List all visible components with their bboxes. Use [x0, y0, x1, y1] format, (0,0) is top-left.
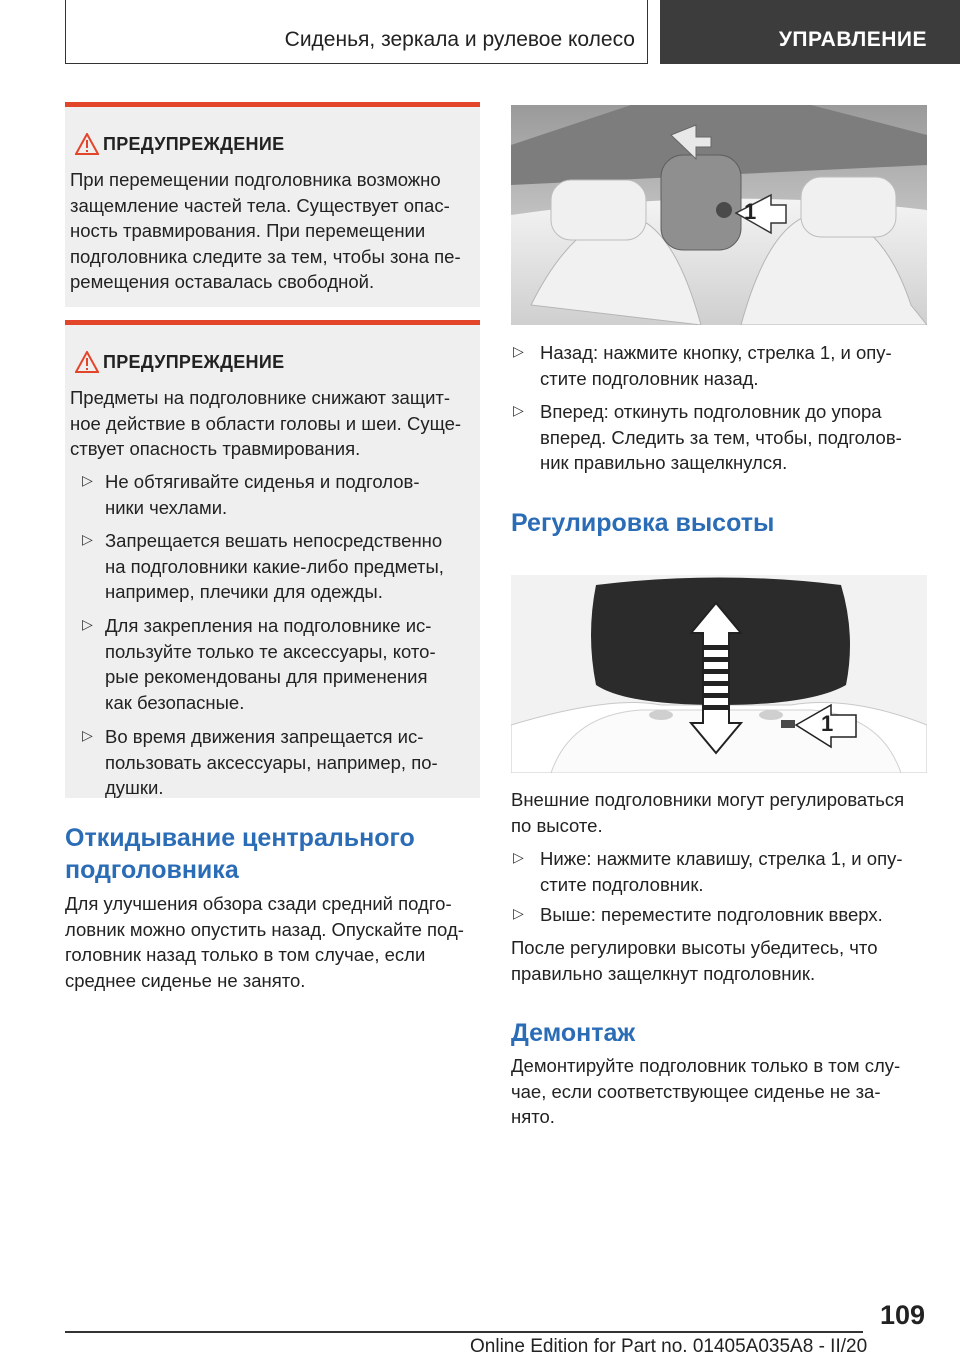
bullet-icon: ▷	[513, 402, 524, 418]
warning-triangle-icon	[75, 351, 99, 373]
list-item-line: ник правильно защелкнулся.	[540, 452, 788, 473]
headrest-fold-figure	[511, 105, 927, 325]
header-section-box	[65, 0, 648, 64]
list-item-line: вперед. Следить за тем, чтобы, подголов-	[540, 426, 902, 448]
list-item-line: пользовать аксессуары, например, по-	[105, 751, 438, 773]
warning-box-2	[65, 320, 480, 798]
warning-line: подголовника следите за тем, чтобы зона пе-	[70, 245, 461, 267]
footer-edition: Online Edition for Part no. 01405A035A8 - II/20	[470, 1336, 868, 1357]
body-line: Демонтируйте подголовник только в том слу-	[511, 1055, 901, 1076]
list-item-line: Назад: нажмите кнопку, стрелка 1, и опу-	[540, 342, 892, 363]
headrest-height-illustration	[511, 575, 927, 773]
list-item-line: стите подголовник назад.	[540, 367, 759, 389]
figure-callout-number: 1	[821, 711, 834, 736]
figure-callout-number: 1	[744, 199, 757, 224]
header-section-title: Сиденья, зеркала и рулевое колесо	[284, 28, 635, 51]
list-item-line: Для закрепления на подголовнике ис-	[105, 615, 432, 636]
list-item-line: Во время движения запрещается ис-	[105, 726, 424, 747]
body-line: нято.	[511, 1106, 555, 1127]
header-chapter-box	[660, 0, 960, 64]
section-heading-fold: подголовника	[65, 856, 239, 884]
bullet-icon: ▷	[513, 343, 524, 359]
warning-line: Предметы на подголовнике снижают защит-	[70, 387, 451, 408]
headrest-fold-illustration	[511, 105, 927, 325]
bullet-icon: ▷	[82, 727, 93, 743]
body-line: Для улучшения обзора сзади средний подго-	[65, 893, 452, 914]
bullet-icon: ▷	[82, 616, 93, 632]
section-heading-removal: Демонтаж	[511, 1019, 636, 1047]
warning-line: ствует опасность травмирования.	[70, 438, 361, 459]
body-line: среднее сиденье не занято.	[65, 969, 306, 991]
list-item-line: Выше: переместите подголовник вверх.	[540, 904, 883, 925]
list-item-line: душки.	[105, 777, 164, 798]
section-heading-height: Регулировка высоты	[511, 509, 775, 537]
list-item-line: Не обтягивайте сиденья и подголов-	[105, 471, 420, 492]
warning-line: При перемещении подголовника возможно	[70, 169, 441, 190]
warning-line: защемление частей тела. Существует опас-	[70, 194, 450, 216]
body-line: Внешние подголовники могут регулироваться	[511, 789, 905, 810]
section-heading-fold: Откидывание центрального	[65, 824, 415, 852]
warning-title: ПРЕДУПРЕЖДЕНИЕ	[103, 134, 285, 154]
bullet-icon: ▷	[513, 849, 524, 865]
warning-title: ПРЕДУПРЕЖДЕНИЕ	[103, 352, 285, 372]
body-line: головник назад только в том случае, если	[65, 944, 426, 965]
header-chapter-title: УПРАВЛЕНИЕ	[778, 28, 927, 51]
warning-box-1	[65, 102, 480, 307]
warning-triangle-icon	[75, 133, 99, 155]
body-line: по высоте.	[511, 814, 603, 836]
bullet-icon: ▷	[82, 531, 93, 547]
warning-line: ное действие в области головы и шеи. Суще-	[70, 412, 462, 434]
list-item-line: ники чехлами.	[105, 496, 228, 518]
body-line: правильно защелкнут подголовник.	[511, 962, 816, 984]
list-item-line: Запрещается вешать непосредственно	[105, 530, 443, 551]
list-item-line: рые рекомендованы для применения	[105, 666, 428, 687]
warning-line: ремещения оставалась свободной.	[70, 271, 375, 292]
bullet-icon: ▷	[82, 472, 93, 488]
body-line: чае, если соответствующее сиденье не за-	[511, 1080, 881, 1102]
body-line: ловник можно опустить назад. Опускайте под-	[65, 918, 464, 940]
list-item-line: как безопасные.	[105, 691, 245, 713]
body-line: После регулировки высоты убедитесь, что	[511, 937, 878, 958]
list-item-line: Ниже: нажмите клавишу, стрелка 1, и опу-	[540, 848, 903, 869]
warning-line: ность травмирования. При перемещении	[70, 220, 426, 241]
bullet-icon: ▷	[513, 905, 524, 921]
list-item-line: на подголовники какие-либо предметы,	[105, 555, 444, 577]
list-item-line: например, плечики для одежды.	[105, 581, 383, 602]
headrest-height-figure	[511, 575, 927, 773]
list-item-line: стите подголовник.	[540, 873, 704, 895]
list-item-line: пользуйте только те аксессуары, кото-	[105, 640, 436, 662]
footer-divider	[65, 1331, 863, 1333]
list-item-line: Вперед: откинуть подголовник до упора	[540, 401, 882, 422]
page-number: 109	[880, 1300, 926, 1330]
